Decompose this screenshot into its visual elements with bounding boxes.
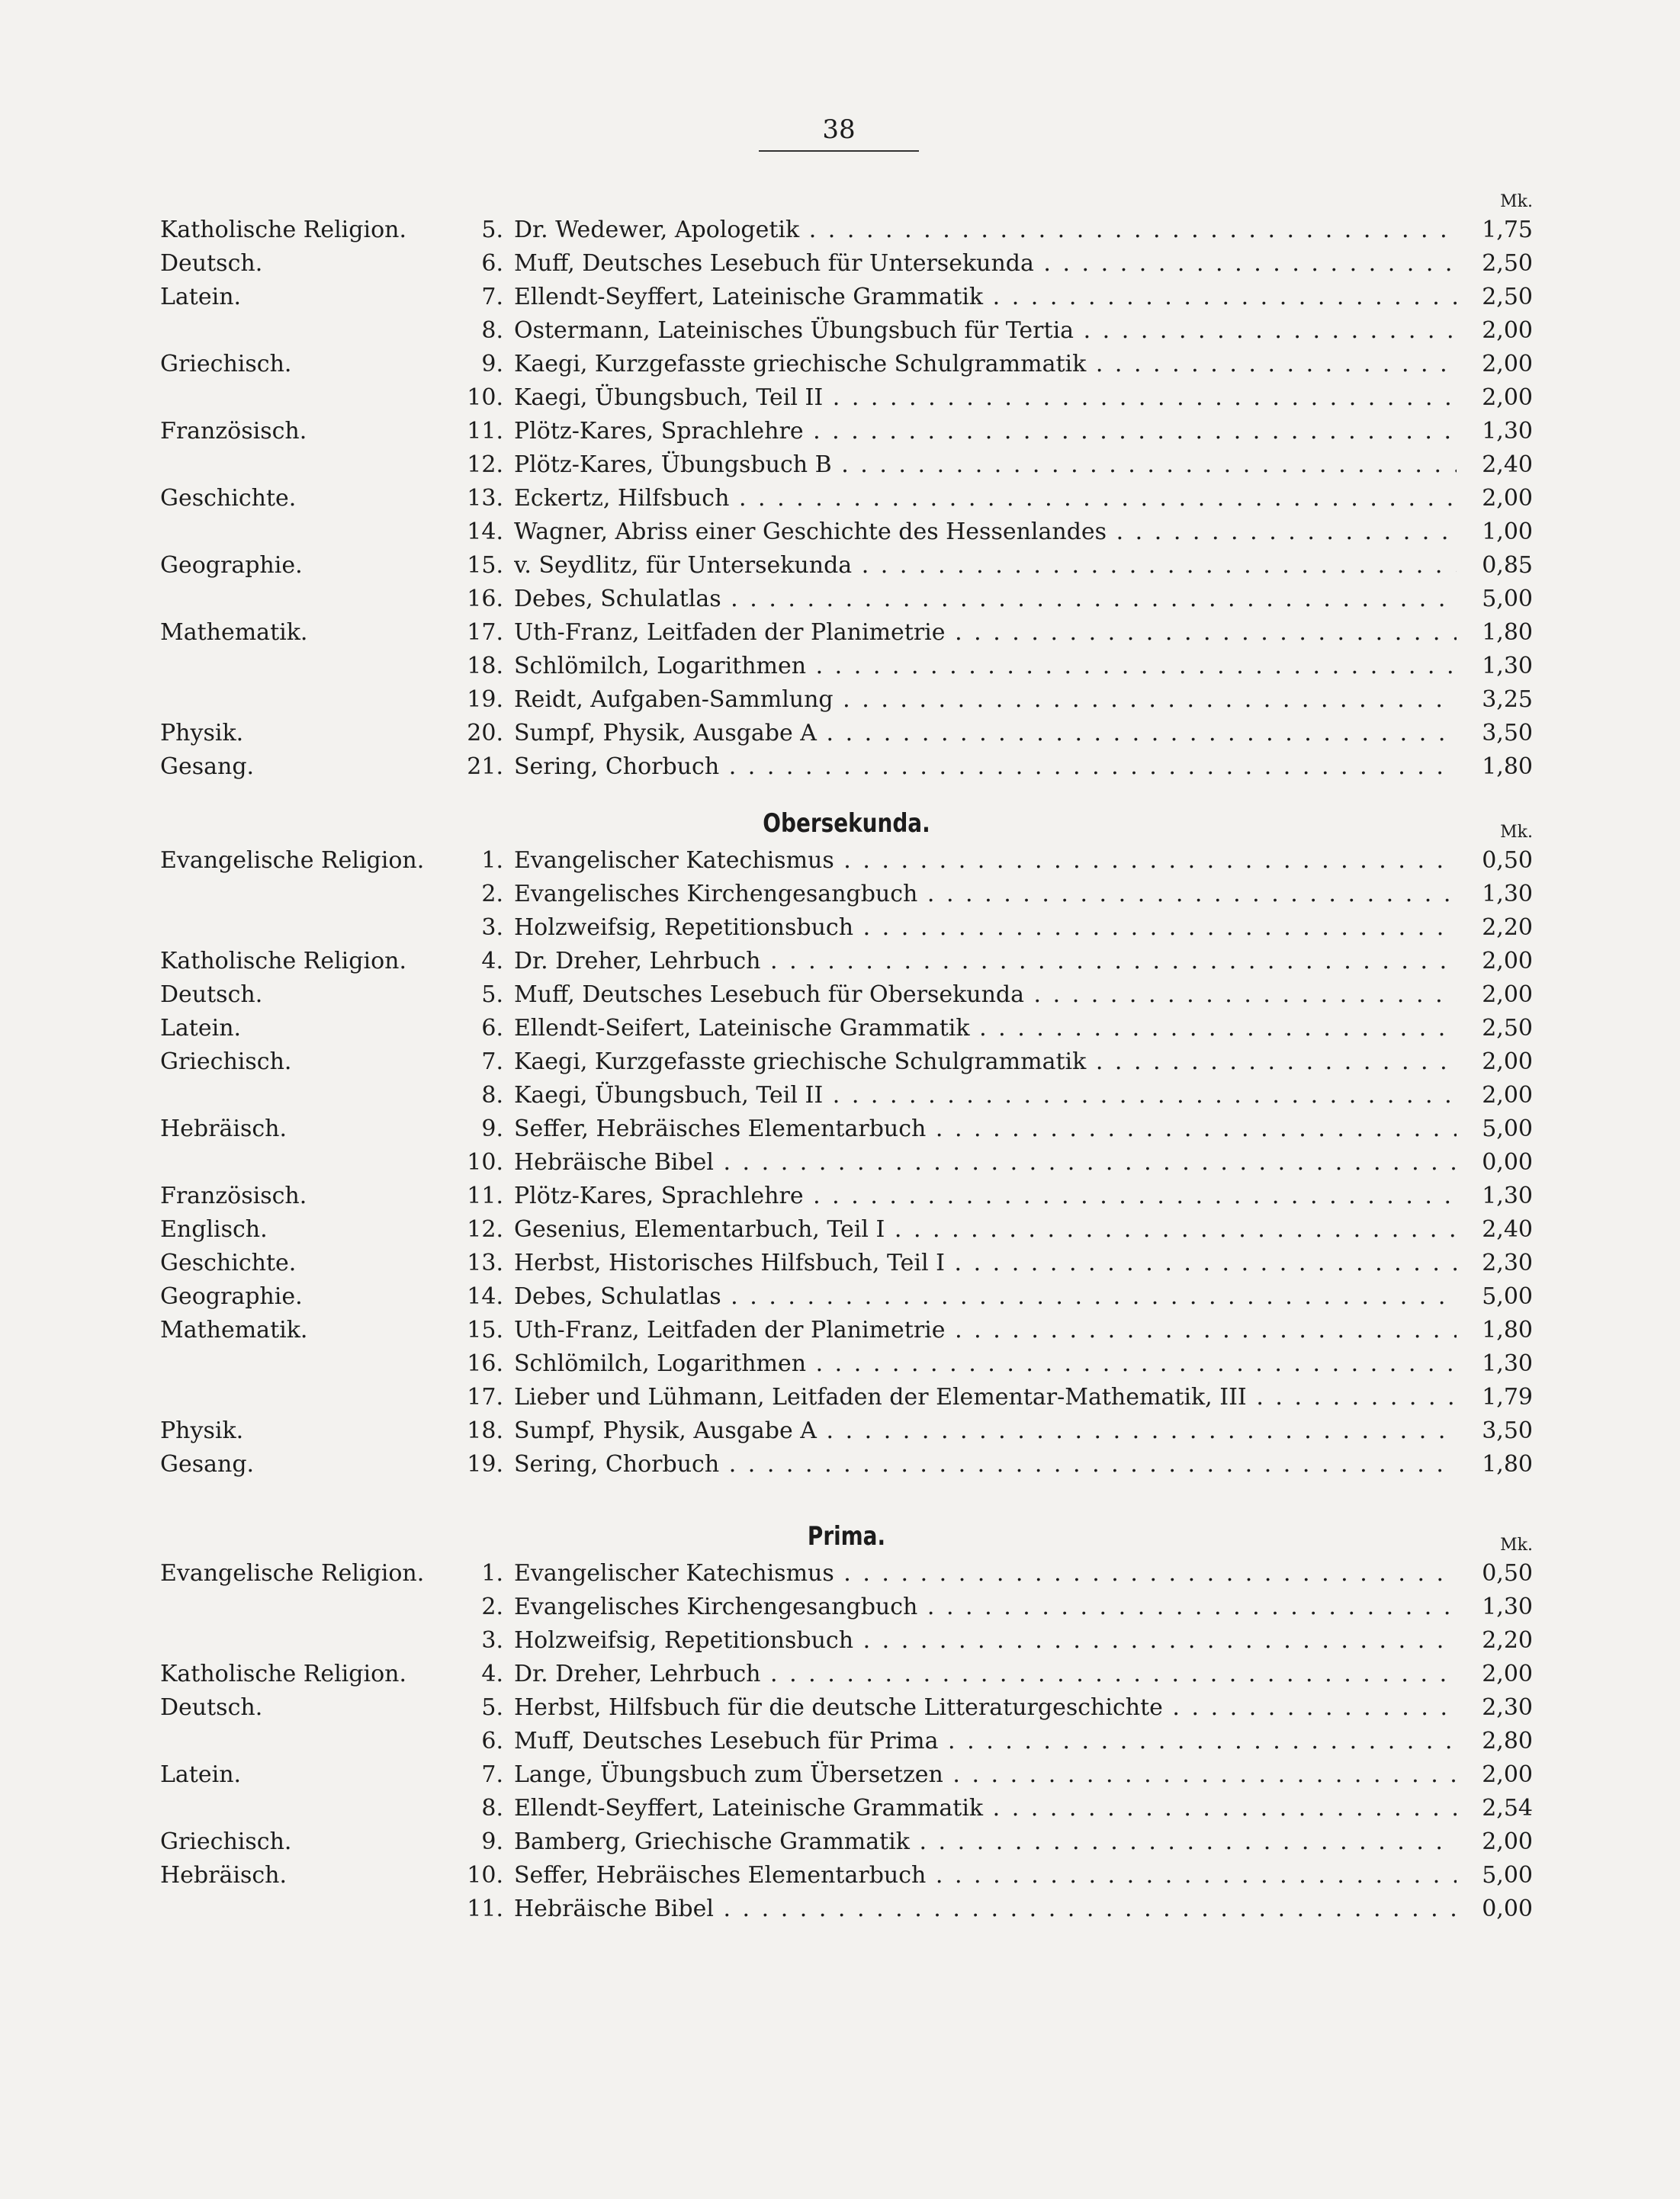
book-price: 2,50 (1482, 250, 1533, 277)
book-entry (160, 1892, 1533, 1926)
subject-label: Physik. (160, 720, 244, 746)
entry-number: 2. (481, 881, 503, 907)
book-price: 2,00 (1482, 1661, 1533, 1687)
subject-label: Deutsch. (160, 981, 263, 1008)
book-title: Sumpf, Physik, Ausgabe A . . . (514, 717, 1457, 750)
book-title: Muff, Deutsches Lesebuch für Prima . . . (514, 1725, 1457, 1758)
subject-label: Katholische Religion. (160, 948, 406, 974)
book-title: Herbst, Hilfsbuch für die deutsche Litteraturgeschichte . . . (514, 1691, 1457, 1725)
book-price: 2,20 (1482, 914, 1533, 941)
book-entry (160, 1247, 1533, 1280)
book-title: Dr. Dreher, Lehrbuch . . . (514, 945, 1457, 978)
subject-label: Hebräisch. (160, 1116, 287, 1142)
book-entry (160, 1314, 1533, 1347)
subject-label: Gesang. (160, 753, 255, 780)
book-price: 1,30 (1482, 418, 1533, 445)
book-title: Hebräische Bibel . . . (514, 1892, 1457, 1926)
subject-label: Latein. (160, 1761, 242, 1788)
book-entry (160, 1792, 1533, 1825)
entry-number: 6. (481, 1728, 503, 1754)
book-entry (160, 281, 1533, 314)
book-entry (160, 878, 1533, 911)
book-entry (160, 1624, 1533, 1658)
book-price: 0,00 (1482, 1896, 1533, 1922)
book-price: 2,50 (1482, 284, 1533, 310)
book-price: 3,25 (1482, 686, 1533, 713)
book-price: 2,80 (1482, 1728, 1533, 1754)
page-number-rule (759, 150, 919, 152)
entry-number: 11. (467, 1896, 503, 1922)
book-list (160, 844, 1533, 1482)
subject-label: Latein. (160, 284, 242, 310)
entry-number: 3. (481, 1627, 503, 1654)
book-price: 1,30 (1482, 1183, 1533, 1209)
book-entry (160, 1347, 1533, 1381)
entry-number: 9. (481, 351, 503, 377)
subject-label: Griechisch. (160, 351, 292, 377)
book-title: Holzweifsig, Repetitionsbuch . . . (514, 1624, 1457, 1658)
book-title: Ellendt-Seyffert, Lateinische Grammatik . . . (514, 1792, 1457, 1825)
entry-number: 4. (481, 948, 503, 974)
book-price: 0,50 (1482, 847, 1533, 874)
entry-number: 17. (467, 1384, 503, 1411)
book-price: 2,00 (1482, 981, 1533, 1008)
book-title: Dr. Dreher, Lehrbuch . . . (514, 1658, 1457, 1691)
subject-label: Geographie. (160, 1283, 303, 1310)
entry-number: 10. (467, 1149, 503, 1176)
book-price: 2,20 (1482, 1627, 1533, 1654)
entry-number: 19. (467, 1451, 503, 1478)
entry-number: 9. (481, 1828, 503, 1855)
book-title: Kaegi, Übungsbuch, Teil II . . . (514, 1079, 1457, 1112)
book-entry (160, 1448, 1533, 1482)
book-price: 0,85 (1482, 552, 1533, 579)
book-price: 2,00 (1482, 384, 1533, 411)
entry-number: 9. (481, 1116, 503, 1142)
book-entry (160, 1045, 1533, 1079)
book-title: Reidt, Aufgaben-Sammlung . . . (514, 683, 1457, 717)
book-price: 2,30 (1482, 1694, 1533, 1721)
book-entry (160, 1859, 1533, 1892)
book-title: Sering, Chorbuch . . . (514, 750, 1457, 784)
book-title: Sering, Chorbuch . . . (514, 1448, 1457, 1482)
currency-label: Mk. (1500, 1536, 1533, 1555)
book-entry (160, 1691, 1533, 1725)
book-entry (160, 1180, 1533, 1213)
book-price: 2,00 (1482, 351, 1533, 377)
book-title: Debes, Schulatlas . . . (514, 583, 1457, 616)
book-price: 2,50 (1482, 1015, 1533, 1042)
book-entry (160, 1758, 1533, 1792)
book-price: 1,00 (1482, 518, 1533, 545)
book-entry (160, 482, 1533, 515)
entry-number: 19. (467, 686, 503, 713)
subject-label: Gesang. (160, 1451, 255, 1478)
book-title: Ellendt-Seifert, Lateinische Grammatik . . . (514, 1012, 1457, 1045)
entry-number: 7. (481, 284, 503, 310)
book-price: 5,00 (1482, 1283, 1533, 1310)
book-price: 5,00 (1482, 586, 1533, 612)
entry-number: 18. (467, 1417, 503, 1444)
subject-label: Deutsch. (160, 250, 263, 277)
book-price: 2,30 (1482, 1250, 1533, 1276)
entry-number: 17. (467, 619, 503, 646)
book-title: Uth-Franz, Leitfaden der Planimetrie . . . (514, 1314, 1457, 1347)
book-price: 2,54 (1482, 1795, 1533, 1822)
book-entry (160, 945, 1533, 978)
book-entry (160, 1079, 1533, 1112)
book-price: 1,80 (1482, 753, 1533, 780)
subject-label: Mathematik. (160, 1317, 308, 1343)
book-title: Schlömilch, Logarithmen . . . (514, 650, 1457, 683)
book-title: Seffer, Hebräisches Elementarbuch . . . (514, 1112, 1457, 1146)
book-title: Plötz-Kares, Sprachlehre . . . (514, 1180, 1457, 1213)
book-price: 2,00 (1482, 1082, 1533, 1109)
entry-number: 8. (481, 1082, 503, 1109)
entry-number: 16. (467, 1350, 503, 1377)
book-price: 1,80 (1482, 1451, 1533, 1478)
entry-number: 12. (467, 1216, 503, 1243)
book-entry (160, 683, 1533, 717)
book-price: 1,30 (1482, 881, 1533, 907)
subject-label: Griechisch. (160, 1048, 292, 1075)
book-entry (160, 213, 1533, 247)
book-entry (160, 616, 1533, 650)
book-entry (160, 549, 1533, 583)
book-title: Gesenius, Elementarbuch, Teil I . . . (514, 1213, 1457, 1247)
book-price: 1,80 (1482, 619, 1533, 646)
section-obersekunda (160, 804, 1533, 1482)
book-title: Ostermann, Lateinisches Übungsbuch für Tertia . . . (514, 314, 1457, 348)
book-price: 1,30 (1482, 653, 1533, 679)
entry-number: 15. (467, 1317, 503, 1343)
entry-number: 2. (481, 1594, 503, 1620)
book-price: 2,00 (1482, 1761, 1533, 1788)
entry-number: 15. (467, 552, 503, 579)
book-title: Muff, Deutsches Lesebuch für Untersekunda . . . (514, 247, 1457, 281)
subject-label: Latein. (160, 1015, 242, 1042)
subject-label: Griechisch. (160, 1828, 292, 1855)
entry-number: 5. (481, 217, 503, 243)
book-title: Holzweifsig, Repetitionsbuch . . . (514, 911, 1457, 945)
subject-label: Evangelische Religion. (160, 1560, 425, 1587)
book-title: Plötz-Kares, Übungsbuch B . . . (514, 448, 1457, 482)
book-entry (160, 978, 1533, 1012)
book-title: Lieber und Lühmann, Leitfaden der Elementar-Mathematik, III . . . (514, 1381, 1457, 1414)
subject-label: Englisch. (160, 1216, 268, 1243)
book-entry (160, 1381, 1533, 1414)
book-price: 2,00 (1482, 485, 1533, 512)
book-price: 2,40 (1482, 1216, 1533, 1243)
book-title: Kaegi, Kurzgefasste griechische Schulgrammatik . . . (514, 1045, 1457, 1079)
entry-number: 12. (467, 451, 503, 478)
subject-label: Katholische Religion. (160, 217, 406, 243)
entry-number: 10. (467, 1862, 503, 1889)
book-title: Schlömilch, Logarithmen . . . (514, 1347, 1457, 1381)
book-price: 2,00 (1482, 1828, 1533, 1855)
book-title: Evangelischer Katechismus . . . (514, 1557, 1457, 1591)
book-price: 3,50 (1482, 720, 1533, 746)
section-heading (160, 804, 1533, 844)
entry-number: 4. (481, 1661, 503, 1687)
entry-number: 11. (467, 418, 503, 445)
book-entry (160, 1012, 1533, 1045)
book-title: Herbst, Historisches Hilfsbuch, Teil I . . . (514, 1247, 1457, 1280)
book-title: Kaegi, Übungsbuch, Teil II . . . (514, 381, 1457, 415)
book-price: 1,75 (1482, 217, 1533, 243)
book-entry (160, 750, 1533, 784)
book-entry (160, 348, 1533, 381)
section-heading (160, 183, 1533, 213)
book-title: Wagner, Abriss einer Geschichte des Hessenlandes . . . (514, 515, 1457, 549)
subject-label: Hebräisch. (160, 1862, 287, 1889)
book-entry (160, 1591, 1533, 1624)
section-untersekunda (160, 183, 1533, 784)
book-entry (160, 381, 1533, 415)
currency-label: Mk. (1500, 823, 1533, 842)
book-title: Hebräische Bibel . . . (514, 1146, 1457, 1180)
entry-number: 8. (481, 1795, 503, 1822)
book-title: Bamberg, Griechische Grammatik . . . (514, 1825, 1457, 1859)
book-price: 2,00 (1482, 317, 1533, 344)
book-entry (160, 1146, 1533, 1180)
entry-number: 13. (467, 485, 503, 512)
book-title: Sumpf, Physik, Ausgabe A . . . (514, 1414, 1457, 1448)
book-price: 2,00 (1482, 1048, 1533, 1075)
book-entry (160, 515, 1533, 549)
book-entry (160, 1112, 1533, 1146)
book-entry (160, 1658, 1533, 1691)
book-price: 1,30 (1482, 1594, 1533, 1620)
book-title: Uth-Franz, Leitfaden der Planimetrie . . . (514, 616, 1457, 650)
book-title: Kaegi, Kurzgefasste griechische Schulgrammatik . . . (514, 348, 1457, 381)
entry-number: 8. (481, 317, 503, 344)
entry-number: 16. (467, 586, 503, 612)
page-number: 38 (822, 114, 856, 145)
book-entry (160, 650, 1533, 683)
subject-label: Evangelische Religion. (160, 847, 425, 874)
book-title: Seffer, Hebräisches Elementarbuch . . . (514, 1859, 1457, 1892)
book-title: Evangelisches Kirchengesangbuch . . . (514, 1591, 1457, 1624)
book-price: 2,40 (1482, 451, 1533, 478)
entry-number: 7. (481, 1048, 503, 1075)
book-title: Evangelisches Kirchengesangbuch . . . (514, 878, 1457, 911)
entry-number: 6. (481, 1015, 503, 1042)
book-title: Debes, Schulatlas . . . (514, 1280, 1457, 1314)
book-entry (160, 1414, 1533, 1448)
entry-number: 6. (481, 250, 503, 277)
entry-number: 10. (467, 384, 503, 411)
book-title: Plötz-Kares, Sprachlehre . . . (514, 415, 1457, 448)
currency-label: Mk. (1500, 192, 1533, 211)
subject-label: Französisch. (160, 418, 307, 445)
entry-number: 3. (481, 914, 503, 941)
book-list (160, 1557, 1533, 1926)
subject-label: Geschichte. (160, 1250, 297, 1276)
entry-number: 7. (481, 1761, 503, 1788)
book-entry (160, 247, 1533, 281)
book-price: 1,30 (1482, 1350, 1533, 1377)
book-entry (160, 1557, 1533, 1591)
section-title: Obersekunda. (763, 808, 930, 839)
book-entry (160, 583, 1533, 616)
book-entry (160, 1213, 1533, 1247)
section-heading (160, 1517, 1533, 1557)
book-price: 5,00 (1482, 1862, 1533, 1889)
book-title: Eckertz, Hilfsbuch . . . (514, 482, 1457, 515)
subject-label: Geographie. (160, 552, 303, 579)
book-entry (160, 717, 1533, 750)
entry-number: 5. (481, 981, 503, 1008)
entry-number: 18. (467, 653, 503, 679)
entry-number: 1. (481, 847, 503, 874)
book-entry (160, 844, 1533, 878)
entry-number: 14. (467, 1283, 503, 1310)
book-price: 0,00 (1482, 1149, 1533, 1176)
book-entry (160, 1825, 1533, 1859)
book-price: 1,79 (1482, 1384, 1533, 1411)
book-title: Dr. Wedewer, Apologetik . . . (514, 213, 1457, 247)
book-title: Evangelischer Katechismus . . . (514, 844, 1457, 878)
entry-number: 1. (481, 1560, 503, 1587)
subject-label: Geschichte. (160, 485, 297, 512)
subject-label: Mathematik. (160, 619, 308, 646)
subject-label: Deutsch. (160, 1694, 263, 1721)
section-prima (160, 1517, 1533, 1926)
subject-label: Katholische Religion. (160, 1661, 406, 1687)
entry-number: 13. (467, 1250, 503, 1276)
entry-number: 5. (481, 1694, 503, 1721)
book-entry (160, 448, 1533, 482)
book-price: 1,80 (1482, 1317, 1533, 1343)
subject-label: Französisch. (160, 1183, 307, 1209)
book-list (160, 213, 1533, 784)
entry-number: 11. (467, 1183, 503, 1209)
book-price: 2,00 (1482, 948, 1533, 974)
entry-number: 21. (467, 753, 503, 780)
book-title: v. Seydlitz, für Untersekunda . . . (514, 549, 1457, 583)
entry-number: 20. (467, 720, 503, 746)
entry-number: 14. (467, 518, 503, 545)
book-price: 5,00 (1482, 1116, 1533, 1142)
book-title: Muff, Deutsches Lesebuch für Obersekunda . . . (514, 978, 1457, 1012)
book-price: 0,50 (1482, 1560, 1533, 1587)
book-price: 3,50 (1482, 1417, 1533, 1444)
book-title: Ellendt-Seyffert, Lateinische Grammatik . . . (514, 281, 1457, 314)
section-title: Prima. (807, 1521, 886, 1552)
book-entry (160, 911, 1533, 945)
book-entry (160, 415, 1533, 448)
subject-label: Physik. (160, 1417, 244, 1444)
book-entry (160, 1280, 1533, 1314)
book-title: Lange, Übungsbuch zum Übersetzen . . . (514, 1758, 1457, 1792)
book-entry (160, 314, 1533, 348)
book-entry (160, 1725, 1533, 1758)
